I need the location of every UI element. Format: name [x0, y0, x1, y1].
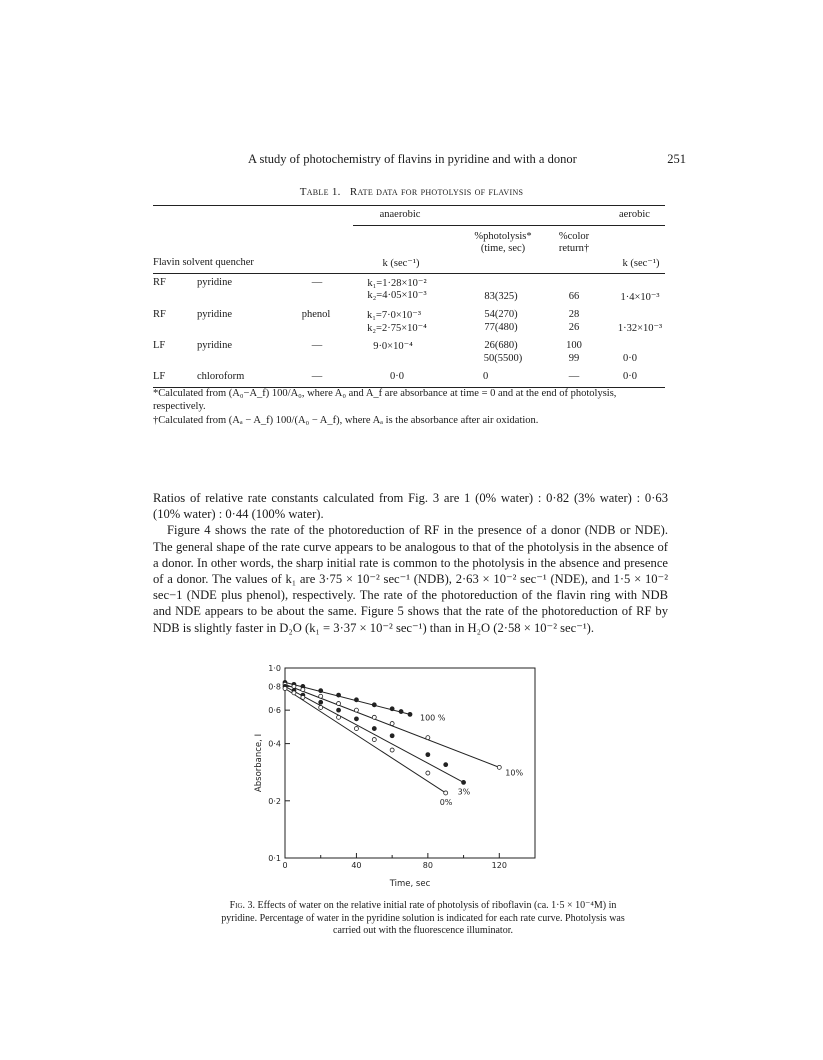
series-point-2 [426, 753, 430, 757]
table-caption-title: Rate data for photolysis of flavins [349, 186, 524, 198]
row2-k1: k₁=7·0×10⁻³ [367, 310, 421, 321]
running-head [248, 152, 688, 167]
row2-flavin: RF [153, 309, 166, 320]
figure-caption-label: Fig. 3. [229, 900, 256, 911]
series-point-1 [497, 765, 501, 769]
row2-photolysis-2: 77(480) [484, 322, 518, 333]
series-point-2 [337, 708, 341, 712]
row4-photolysis: 0 [483, 371, 489, 382]
group-header-anaerobic: anaerobic [379, 209, 421, 220]
series-point-2 [462, 780, 466, 784]
series-point-1 [390, 722, 394, 726]
table-rule-top [153, 205, 665, 206]
y-tick-label: 1·0 [268, 664, 281, 673]
series-point-0 [408, 712, 412, 716]
series-label-2: 3% [457, 787, 471, 797]
row4-flavin: LF [153, 371, 166, 382]
group-header-aerobic: aerobic [619, 209, 650, 220]
series-point-1 [372, 715, 376, 719]
x-tick-label: 40 [351, 861, 362, 870]
series-point-3 [337, 715, 341, 719]
row3-k1: 9·0×10⁻⁴ [373, 341, 413, 352]
x-tick-label: 80 [422, 861, 433, 870]
row2-color-2: 26 [568, 322, 580, 333]
row2-quencher: phenol [301, 309, 331, 320]
y-tick-label: 0·8 [268, 682, 281, 692]
row1-color: 66 [568, 291, 580, 302]
y-tick-label: 0·1 [268, 854, 281, 863]
x-axis-label: Time, sec [389, 879, 431, 889]
footnote-color-return: †Calculated from (Aₐ − A_f) 100/(A₀ − A_f), where Aₐ is the absorbance after air oxidation. [153, 415, 539, 426]
table-footnotes [153, 387, 668, 428]
col-header-photolysis: %photolysis* [474, 231, 532, 242]
series-point-1 [301, 688, 305, 692]
series-point-3 [390, 748, 394, 752]
row2-solvent: pyridine [197, 309, 232, 320]
series-point-0 [354, 698, 358, 702]
row2-k-aerobic: 1·32×10⁻³ [617, 323, 663, 334]
series-point-2 [444, 763, 448, 767]
body-text [153, 490, 668, 636]
row4-quencher: — [311, 371, 323, 382]
series-label-3: 0% [439, 797, 453, 807]
row4-k-aerobic: 0·0 [623, 371, 637, 382]
series-point-2 [319, 700, 323, 704]
series-point-3 [292, 691, 296, 695]
row3-color-1: 100 [566, 340, 582, 351]
series-line-2 [285, 686, 464, 782]
row3-photolysis-1: 26(680) [484, 340, 518, 351]
series-line-3 [285, 689, 446, 793]
row2-k2: k₂=2·75×10⁻⁴ [367, 323, 427, 334]
paragraph-1: Ratios of relative rate constants calculated from Fig. 3 are 1 (0% water) : 0·82 (3% water) : 0·63 (10% water) : 0·44 (100% water). [153, 491, 668, 522]
series-point-1 [354, 708, 358, 712]
row4-color: — [568, 371, 580, 382]
table-caption-label: Table 1. [299, 186, 341, 198]
row1-quencher: — [311, 277, 323, 288]
series-label-1: 10% [505, 768, 524, 778]
col-header-k-aerobic: k (sec⁻¹) [622, 258, 660, 269]
page-number: 251 [667, 152, 686, 166]
series-point-2 [372, 727, 376, 731]
x-tick-label: 0 [282, 861, 288, 870]
series-point-1 [426, 736, 430, 740]
series-point-1 [292, 684, 296, 688]
series-point-0 [390, 707, 394, 711]
col-header-color-return-sub: return† [558, 243, 590, 254]
row3-k-aerobic: 0·0 [623, 353, 637, 364]
series-point-3 [426, 771, 430, 775]
row3-quencher: — [311, 340, 323, 351]
y-axis-label: Absorbance, I [254, 733, 264, 793]
row3-photolysis-2: 50(5500) [483, 353, 523, 364]
series-point-0 [337, 693, 341, 697]
paragraph-2: Figure 4 shows the rate of the photoreduction of RF in the presence of a donor (NDB or NDE). The general shape of the rate curve appears to be analogous to that of the photolysis in the absence of a donor. In other words, the sharp initial rate is common to the photolysis in the absence and presence of a donor. The values of k₁ are 3·75 × 10⁻² sec⁻¹ (NDB), 2·63 × 10⁻² sec⁻¹ (NDE), and 1·5 × 10⁻² sec−1 (NDE plus phenol), respectively. The rate of the photoreduction of the flavin ring with NDB and NDE appears to be about the same. Figure 5 shows that the rate of the photoreduction of RF by NDB is slightly faster in D₂O (k₁ = 3·37 × 10⁻² sec⁻¹) than in H₂O (2·58 × 10⁻² sec⁻¹). [153, 523, 668, 635]
series-point-3 [283, 687, 287, 691]
series-point-0 [319, 689, 323, 693]
series-point-3 [319, 705, 323, 709]
table-rule-group [353, 225, 665, 226]
series-point-3 [354, 727, 358, 731]
row1-k1: k₁=1·28×10⁻² [367, 278, 427, 289]
col-header-photolysis-sub: (time, sec) [480, 243, 526, 254]
series-point-3 [301, 695, 305, 699]
series-label-0: 100 % [420, 713, 446, 723]
col-header-color-return: %color [558, 231, 590, 242]
footnote-photolysis: *Calculated from (A₀−A_f) 100/A₀, where A₀ and A_f are absorbance at time = 0 and at the end of photolysis, respectively. [153, 388, 617, 412]
row1-k-aerobic: 1·4×10⁻³ [620, 292, 660, 303]
series-point-1 [319, 694, 323, 698]
row4-k: 0·0 [390, 371, 404, 382]
row3-flavin: LF [153, 340, 166, 351]
figure-caption [218, 900, 628, 938]
series-point-0 [372, 703, 376, 707]
series-point-3 [444, 791, 448, 795]
col-header-flavin: Flavin solvent quencher [153, 257, 254, 268]
table-rule-header [153, 273, 665, 274]
row2-color-1: 28 [568, 309, 580, 320]
figure-3-chart [240, 660, 570, 900]
row1-k2: k₂=4·05×10⁻³ [367, 290, 427, 301]
series-point-3 [372, 738, 376, 742]
table-caption [0, 186, 823, 198]
row3-solvent: pyridine [197, 340, 232, 351]
y-tick-label: 0·6 [268, 706, 281, 716]
col-header-k: k (sec⁻¹) [382, 258, 420, 269]
row3-color-2: 99 [568, 353, 580, 364]
series-point-1 [337, 702, 341, 706]
series-point-0 [399, 710, 403, 714]
row1-flavin: RF [153, 277, 166, 288]
row2-photolysis-1: 54(270) [484, 309, 518, 320]
series-point-2 [390, 734, 394, 738]
row1-photolysis: 83(325) [484, 291, 518, 302]
row1-solvent: pyridine [197, 277, 232, 288]
y-tick-label: 0·2 [268, 796, 281, 806]
running-title: A study of photochemistry of flavins in pyridine and with a donor [248, 152, 577, 166]
series-point-2 [354, 717, 358, 721]
figure-caption-text: Effects of water on the relative initial rate of photolysis of riboflavin (ca. 1·5 × 10⁻⁴M) in pyridine. Percentage of water in the pyridine solution is indicated for each rate curve. Photolysis was carried out with the fluorescence illuminator. [221, 900, 625, 936]
y-tick-label: 0·4 [268, 739, 281, 749]
x-tick-label: 120 [491, 861, 507, 870]
row4-solvent: chloroform [197, 371, 245, 382]
